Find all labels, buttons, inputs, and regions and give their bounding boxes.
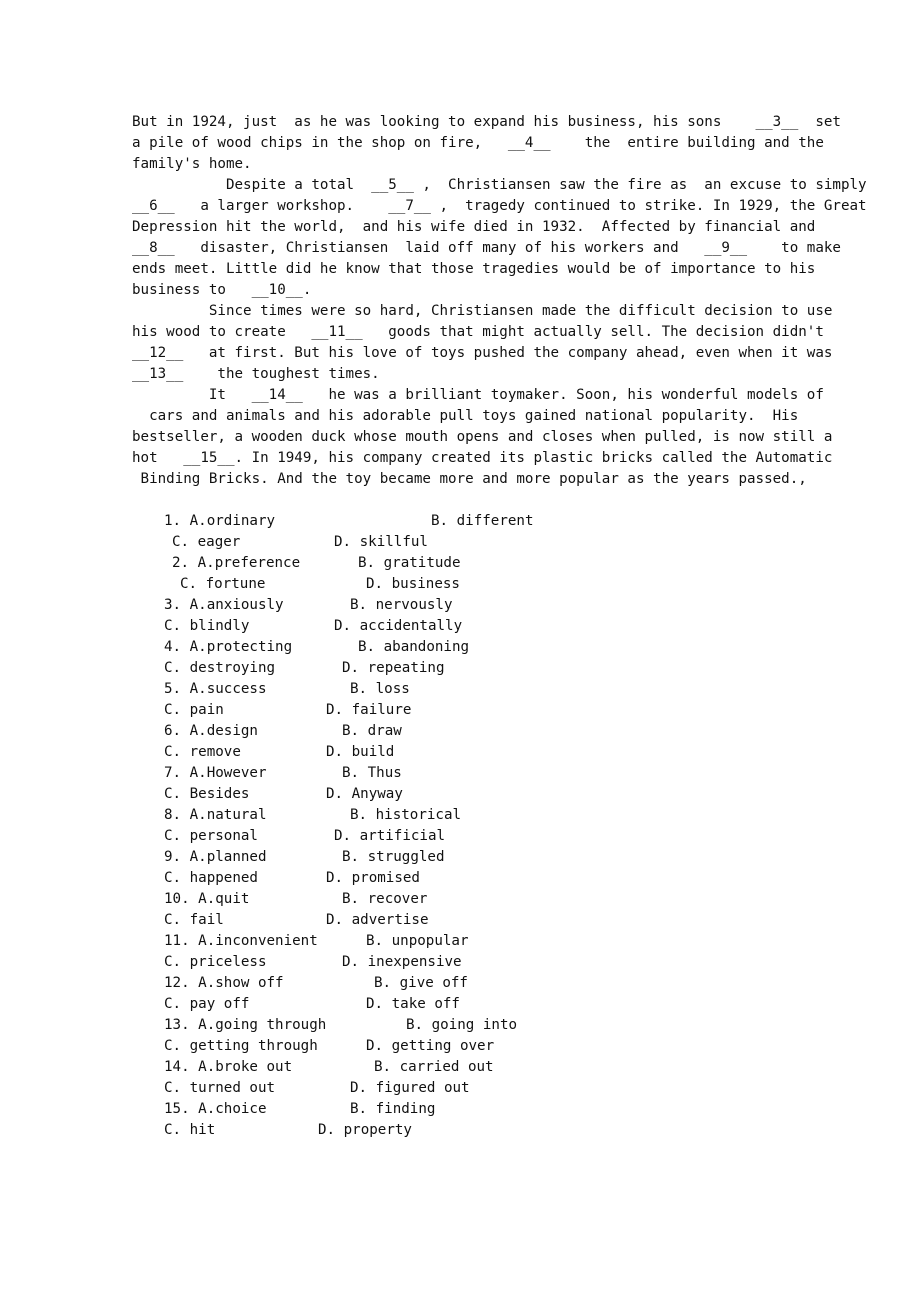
option-c: C. fortune xyxy=(180,576,266,592)
option-a: 1. A.ordinary xyxy=(164,513,276,529)
option-c: C. happened xyxy=(164,870,258,886)
option-b: B. struggled xyxy=(342,849,445,865)
option-c: C. destroying xyxy=(164,660,276,676)
option-c: C. remove xyxy=(164,744,241,760)
option-b: B. historical xyxy=(350,807,462,823)
passage-line: It __14__ he was a brilliant toymaker. Soon, his wonderful models of xyxy=(132,387,824,403)
option-a: 15. A.choice xyxy=(164,1101,267,1117)
passage-line: Depression hit the world, and his wife died in 1932. Affected by financial and xyxy=(132,219,816,235)
option-b: B. recover xyxy=(342,891,428,907)
option-d: D. figured out xyxy=(350,1080,470,1096)
option-d: D. repeating xyxy=(342,660,445,676)
passage-line: family's home. xyxy=(132,156,252,172)
passage-line: Despite a total __5__ , Christiansen saw the fire as an excuse to simply xyxy=(132,177,867,193)
option-d: D. promised xyxy=(326,870,420,886)
option-a: 5. A.success xyxy=(164,681,267,697)
passage-line: __8__ disaster, Christiansen laid off many of his workers and __9__ to make xyxy=(132,240,841,256)
option-c: C. turned out xyxy=(164,1080,276,1096)
passage-line: his wood to create __11__ goods that might actually sell. The decision didn't xyxy=(132,324,824,340)
option-a: 10. A.quit xyxy=(164,891,250,907)
passage-line: a pile of wood chips in the shop on fire, __4__ the entire building and the xyxy=(132,135,824,151)
option-d: D. failure xyxy=(326,702,412,718)
option-b: B. abandoning xyxy=(358,639,470,655)
option-a: 12. A.show off xyxy=(164,975,284,991)
option-a: 6. A.design xyxy=(164,723,258,739)
option-b: B. draw xyxy=(342,723,402,739)
option-d: D. accidentally xyxy=(334,618,463,634)
option-c: C. hit xyxy=(164,1122,216,1138)
option-d: D. getting over xyxy=(366,1038,495,1054)
option-d: D. advertise xyxy=(326,912,429,928)
option-b: B. finding xyxy=(350,1101,436,1117)
option-b: B. going into xyxy=(406,1017,518,1033)
option-a: 9. A.planned xyxy=(164,849,267,865)
option-b: B. unpopular xyxy=(366,933,469,949)
passage-line: cars and animals and his adorable pull toys gained national popularity. His xyxy=(132,408,799,424)
option-a: 3. A.anxiously xyxy=(164,597,284,613)
option-b: B. Thus xyxy=(342,765,402,781)
passage-line: Binding Bricks. And the toy became more and more popular as the years passed., xyxy=(132,471,807,487)
option-c: C. fail xyxy=(164,912,224,928)
option-b: B. loss xyxy=(350,681,410,697)
option-b: B. gratitude xyxy=(358,555,461,571)
option-d: D. artificial xyxy=(334,828,446,844)
option-c: C. personal xyxy=(164,828,258,844)
passage-line: __12__ at first. But his love of toys pushed the company ahead, even when it was xyxy=(132,345,833,361)
option-c: C. pay off xyxy=(164,996,250,1012)
option-a: 8. A.natural xyxy=(164,807,267,823)
option-d: D. property xyxy=(318,1122,412,1138)
option-c: C. blindly xyxy=(164,618,250,634)
option-d: D. Anyway xyxy=(326,786,403,802)
option-c: C. eager xyxy=(172,534,241,550)
passage-line: business to __10__. xyxy=(132,282,312,298)
option-c: C. pain xyxy=(164,702,224,718)
option-b: B. give off xyxy=(374,975,468,991)
option-d: D. skillful xyxy=(334,534,428,550)
passage-line: bestseller, a wooden duck whose mouth opens and closes when pulled, is now still a xyxy=(132,429,833,445)
option-b: B. nervously xyxy=(350,597,453,613)
passage-line: __6__ a larger workshop. __7__ , tragedy continued to strike. In 1929, the Great xyxy=(132,198,867,214)
option-b: B. carried out xyxy=(374,1059,494,1075)
option-d: D. build xyxy=(326,744,395,760)
passage-line: But in 1924, just as he was looking to expand his business, his sons __3__ set xyxy=(132,114,841,130)
option-c: C. priceless xyxy=(164,954,267,970)
option-a: 7. A.However xyxy=(164,765,267,781)
option-a: 2. A.preference xyxy=(172,555,301,571)
option-b: B. different xyxy=(431,513,534,529)
option-a: 14. A.broke out xyxy=(164,1059,293,1075)
passage-line: Since times were so hard, Christiansen made the difficult decision to use xyxy=(132,303,833,319)
option-a: 4. A.protecting xyxy=(164,639,293,655)
option-d: D. take off xyxy=(366,996,460,1012)
option-d: D. inexpensive xyxy=(342,954,462,970)
passage-line: __13__ the toughest times. xyxy=(132,366,380,382)
passage-line: ends meet. Little did he know that those tragedies would be of importance to his xyxy=(132,261,816,277)
option-d: D. business xyxy=(366,576,460,592)
option-a: 13. A.going through xyxy=(164,1017,327,1033)
option-c: C. Besides xyxy=(164,786,250,802)
option-c: C. getting through xyxy=(164,1038,318,1054)
passage-line: hot __15__. In 1949, his company created its plastic bricks called the Automatic xyxy=(132,450,833,466)
option-a: 11. A.inconvenient xyxy=(164,933,318,949)
